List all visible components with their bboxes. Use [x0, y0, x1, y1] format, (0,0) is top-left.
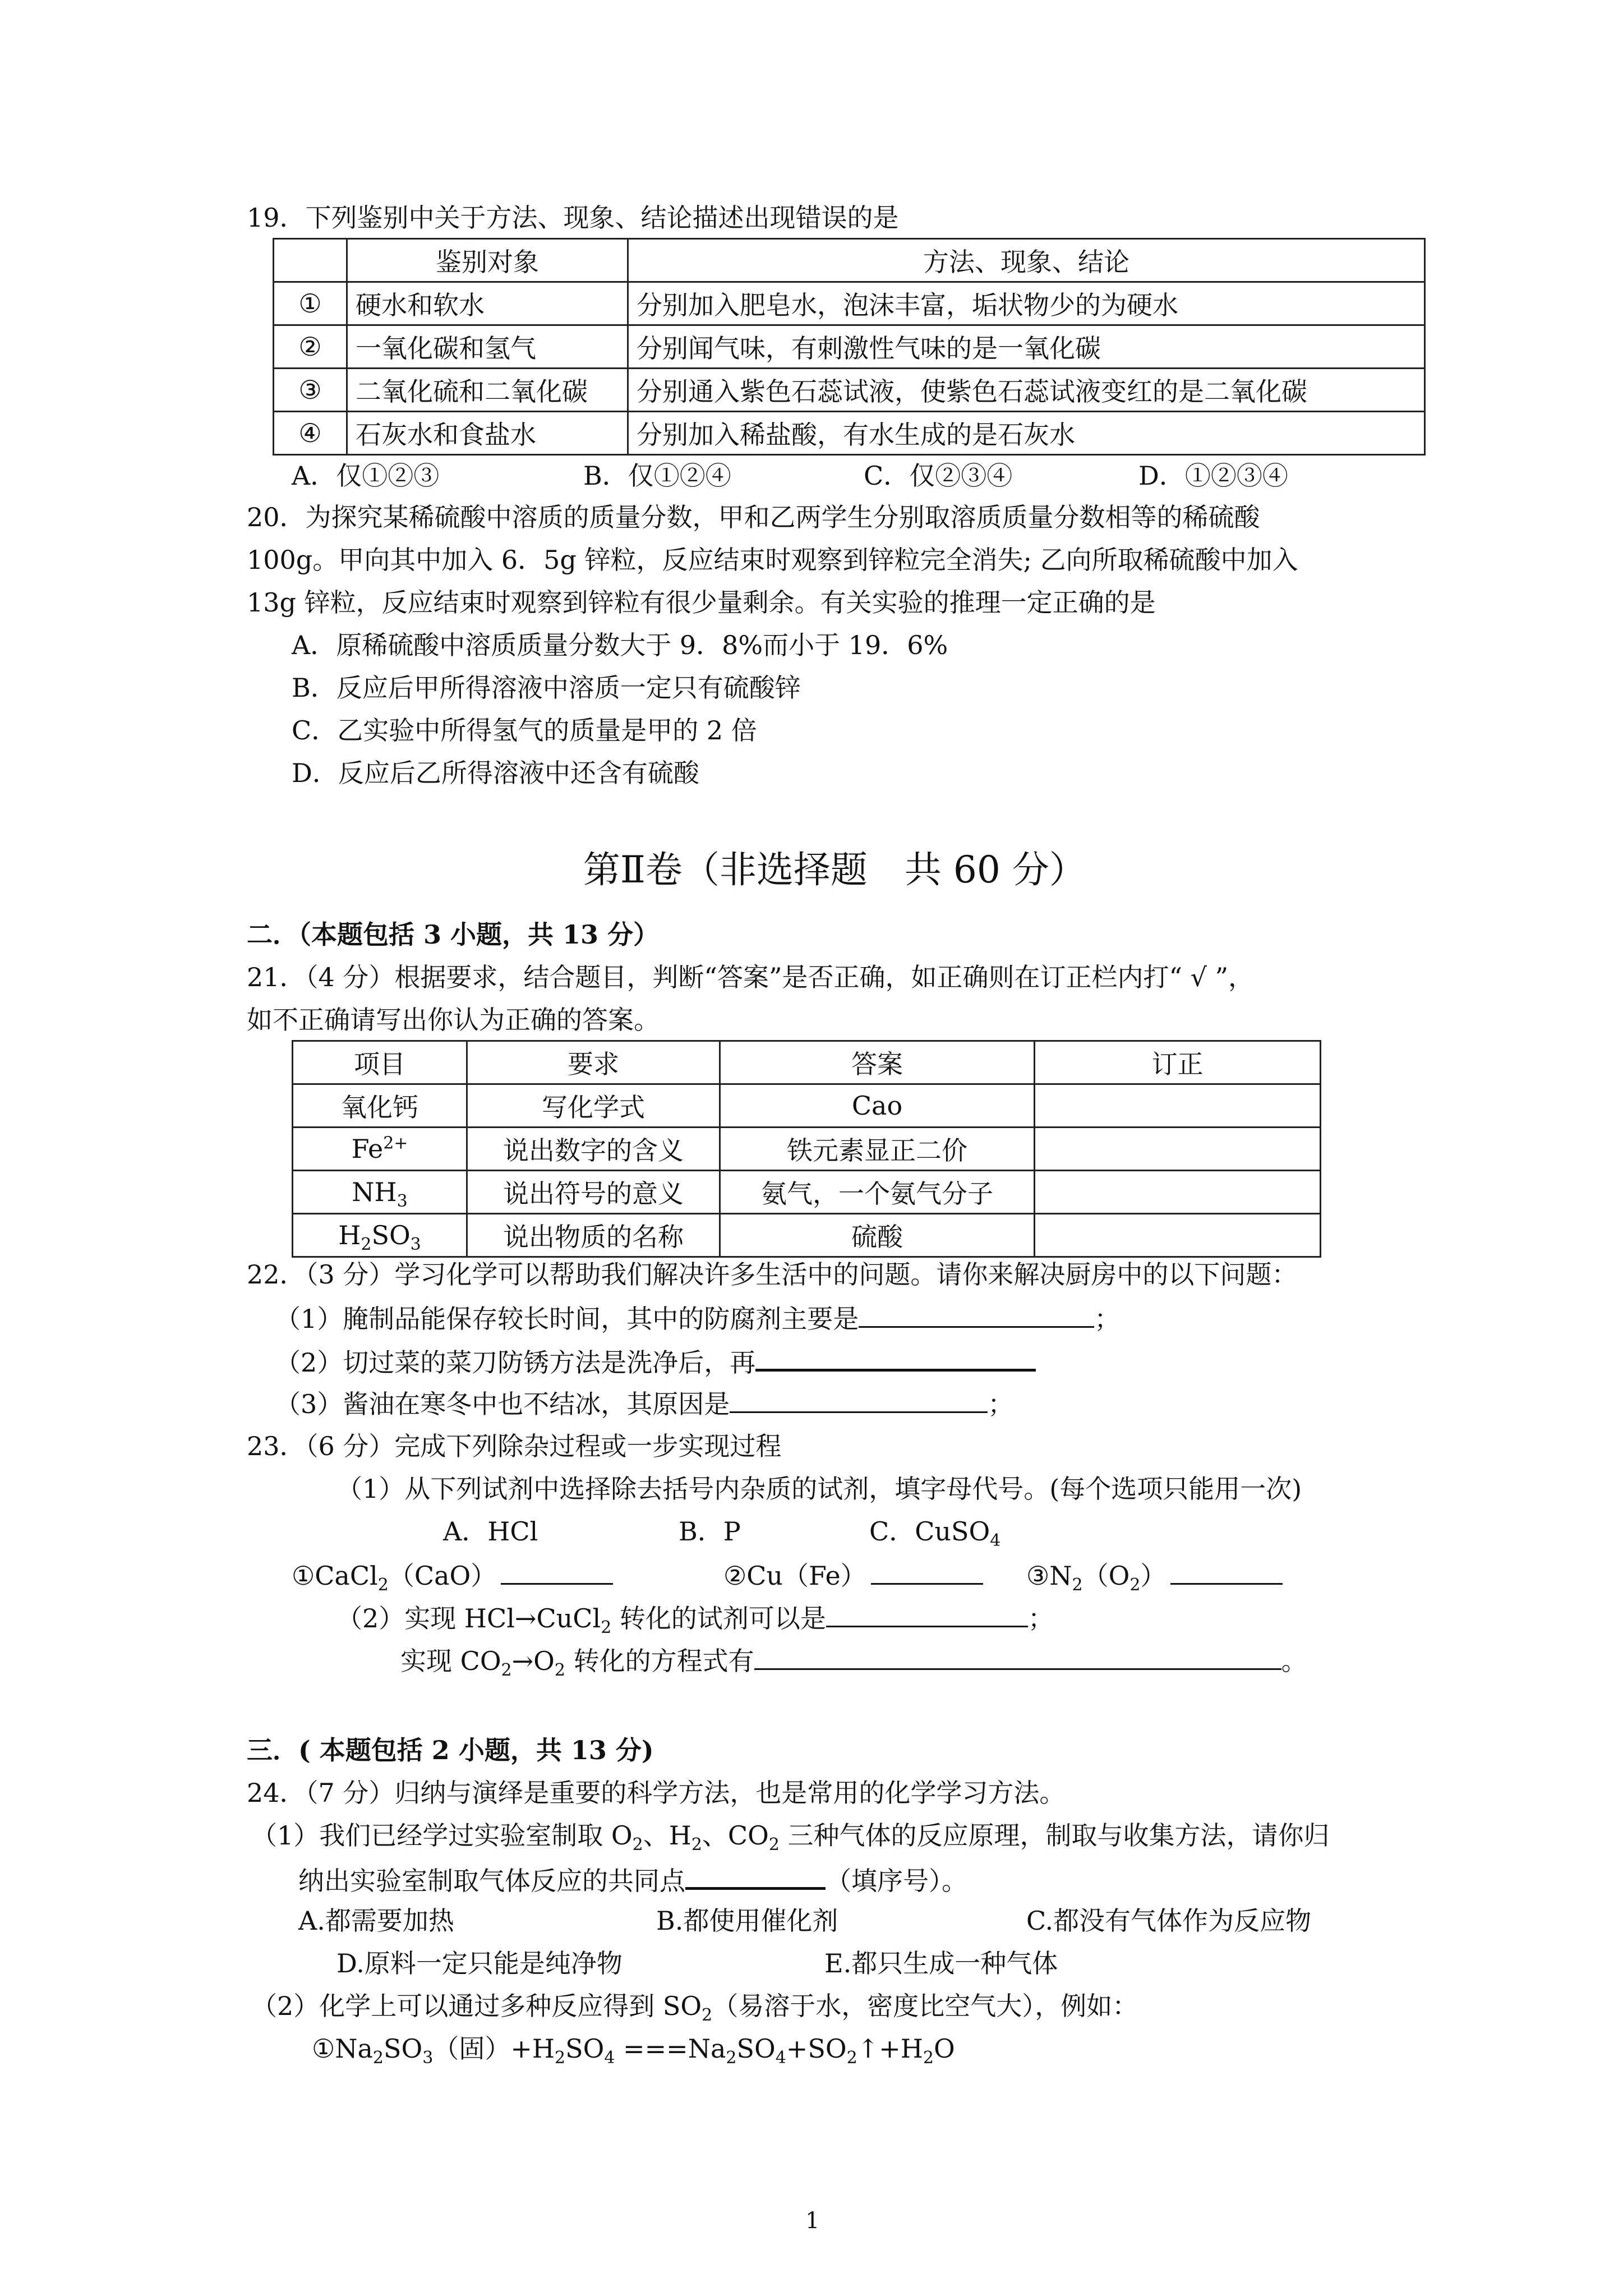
formula-text: +SO	[786, 2033, 847, 2064]
formula-text: →O	[511, 1646, 555, 1676]
table-header-cell: 项目	[293, 1041, 467, 1084]
formula-text: 三种气体的反应原理，制取与收集方法，请你归	[779, 1820, 1330, 1851]
formula-subscript: 2	[1072, 1575, 1083, 1595]
table-cell: 氧化钙	[293, 1084, 467, 1128]
answer-blank[interactable]	[501, 1556, 613, 1585]
formula-subscript: 4	[990, 1531, 1001, 1551]
q22-sub2	[275, 1342, 1036, 1381]
table-cell: ③	[274, 369, 347, 412]
formula-subscript: 3	[422, 2048, 434, 2068]
table-cell-correction[interactable]	[1035, 1084, 1321, 1128]
q24-sub1-text: 纳出实验室制取气体反应的共同点	[298, 1866, 685, 1896]
answer-blank[interactable]	[1170, 1556, 1283, 1585]
q22-sub2-text: （2）切过菜的菜刀防锈方法是洗净后，再	[275, 1347, 756, 1378]
formula-text: （2）化学上可以通过多种反应得到 SO	[251, 1991, 702, 2021]
table-row	[293, 1214, 1321, 1257]
formula-subscript: 3	[396, 1191, 408, 1212]
formula-text: 、CO	[702, 1820, 769, 1851]
formula-subscript: 2	[555, 2048, 566, 2068]
q24-sub1-line1	[251, 1818, 1330, 1853]
section-title: 第Ⅱ卷（非选择题 共 60 分）	[583, 848, 1086, 891]
table-header-cell: 方法、现象、结论	[628, 239, 1425, 282]
formula-text: （1）我们已经学过实验室制取 O	[251, 1820, 633, 1851]
answer-blank[interactable]	[755, 1342, 1036, 1372]
formula-text: H	[338, 1220, 361, 1250]
formula-text: （CaO）	[388, 1561, 497, 1591]
table-header-cell	[274, 239, 347, 282]
q22-sub3	[275, 1384, 1013, 1422]
formula-subscript: 2	[361, 1235, 372, 1255]
table-cell: 铁元素显正二价	[720, 1128, 1035, 1171]
table-cell	[293, 1214, 467, 1257]
q23-item1	[292, 1556, 613, 1594]
table-cell-correction[interactable]	[1035, 1128, 1321, 1171]
q22-sub1-text: （1）腌制品能保存较长时间，其中的防腐剂主要是	[275, 1304, 859, 1334]
table-cell: Cao	[720, 1084, 1035, 1128]
formula-subscript: 4	[775, 2048, 786, 2068]
q22-sub3-text: （3）酱油在寒冬中也不结冰，其原因是	[275, 1389, 730, 1419]
page-number: 1	[805, 2208, 820, 2234]
q20-option-c: C．乙实验中所得氢气的质量是甲的 2 倍	[292, 715, 757, 746]
table-cell: 分别闻气味，有刺激性气味的是一氧化碳	[628, 325, 1425, 369]
q22-stem: 22．（3 分）学习化学可以帮助我们解决许多生活中的问题。请你来解决厨房中的以下问题：	[247, 1259, 1298, 1290]
formula-text: ↑+H	[857, 2033, 923, 2064]
formula-text: SO	[736, 2033, 776, 2064]
formula-text: ②Cu（Fe）	[723, 1561, 866, 1591]
table-cell	[293, 1128, 467, 1171]
q19-option-a: A．仅①②③	[292, 461, 440, 491]
q24-equation	[312, 2031, 955, 2067]
table-row	[274, 412, 1425, 455]
formula-text: ===Na	[615, 2033, 726, 2064]
table-row	[274, 282, 1425, 325]
q24-stem: 24．（7 分）归纳与演绎是重要的科学方法，也是常用的化学学习方法。	[247, 1778, 1066, 1808]
q21-table	[292, 1040, 1321, 1258]
table-cell: 硬水和软水	[347, 282, 628, 325]
q23-item2	[723, 1556, 983, 1594]
formula-subscript: 3	[410, 1235, 421, 1255]
table-cell-correction[interactable]	[1035, 1214, 1321, 1257]
table-cell: 分别通入紫色石蕊试液，使紫色石蕊试液变红的是二氧化碳	[628, 369, 1425, 412]
q20-stem-line: 100g。甲向其中加入 6．5g 锌粒，反应结束时观察到锌粒完全消失; 乙向所取稀硫酸中加入	[247, 545, 1298, 575]
table-cell: 写化学式	[467, 1084, 720, 1128]
answer-blank[interactable]	[826, 1599, 1028, 1627]
table-cell: 说出物质的名称	[467, 1214, 720, 1257]
q23-sub1: （1）从下列试剂中选择除去括号内杂质的试剂，填字母代号。(每个选项只能用一次)	[336, 1474, 1302, 1504]
q21-stem-line: 如不正确请写出你认为正确的答案。	[247, 1005, 660, 1035]
table-cell: 说出符号的意义	[467, 1171, 720, 1214]
q23-option-b: B．P	[679, 1516, 741, 1547]
table-header-cell: 要求	[467, 1041, 720, 1084]
formula-text: ）	[1140, 1561, 1166, 1591]
formula-text: ③N	[1026, 1561, 1072, 1591]
answer-blank[interactable]	[730, 1384, 988, 1413]
formula-text: 转化的方程式有	[565, 1646, 754, 1676]
formula-text: （固）+H	[433, 2033, 555, 2064]
q24-sub1-line2	[298, 1860, 967, 1899]
q24-sub2	[251, 1988, 1138, 2024]
table-header-row	[274, 239, 1425, 282]
formula-subscript: 4	[604, 2048, 615, 2068]
table-row	[293, 1128, 1321, 1171]
formula-subscript: 2	[632, 1835, 643, 1855]
q20-option-b: B．反应后甲所得溶液中溶质一定只有硫酸锌	[292, 673, 801, 703]
formula-subscript: 2	[554, 1660, 565, 1681]
formula-subscript: 2	[1129, 1575, 1141, 1595]
table-cell: 二氧化硫和二氧化碳	[347, 369, 628, 412]
q24-option-b: B.都使用催化剂	[656, 1906, 838, 1936]
formula-text: C．CuSO	[869, 1516, 990, 1547]
table-cell: ④	[274, 412, 347, 455]
q23-sub2-end: ；	[1027, 1603, 1054, 1634]
formula-text: SO	[371, 1220, 411, 1250]
q19-option-d: D．①②③④	[1138, 461, 1288, 491]
table-header-cell: 订正	[1035, 1041, 1321, 1084]
answer-blank[interactable]	[754, 1641, 1281, 1670]
q22-sub1-end: ；	[1094, 1304, 1121, 1334]
table-header-row	[293, 1041, 1321, 1084]
q22-sub1	[275, 1299, 1120, 1337]
q24-option-d: D.原料一定只能是纯净物	[336, 1948, 623, 1978]
formula-text: O	[933, 2033, 955, 2064]
formula-text: Fe	[351, 1134, 384, 1164]
formula-text: SO	[565, 2033, 605, 2064]
formula-subscript: 2	[601, 1618, 612, 1638]
table-cell: 石灰水和食盐水	[347, 412, 628, 455]
formula-text: SO	[384, 2033, 423, 2064]
formula-text: 、H	[643, 1820, 691, 1851]
formula-subscript: 2	[377, 1575, 389, 1595]
table-header-cell: 鉴别对象	[347, 239, 628, 282]
formula-text: 转化的试剂可以是	[611, 1603, 826, 1634]
table-cell: 分别加入肥皂水，泡沫丰富，垢状物少的为硬水	[628, 282, 1425, 325]
formula-text: （O	[1082, 1561, 1130, 1591]
q22-sub3-end: ；	[988, 1389, 1014, 1419]
part3-heading: 三．( 本题包括 2 小题，共 13 分)	[247, 1735, 654, 1765]
table-row	[274, 369, 1425, 412]
formula-subscript: 2	[691, 1835, 702, 1855]
formula-subscript: 2	[501, 1660, 512, 1681]
formula-text: NH	[352, 1177, 397, 1207]
table-cell: ①	[274, 282, 347, 325]
q19-stem: 19．下列鉴别中关于方法、现象、结论描述出现错误的是	[247, 203, 899, 233]
q19-option-b: B．仅①②④	[583, 461, 731, 491]
table-header-cell: 答案	[720, 1041, 1035, 1084]
q23-option-c	[869, 1513, 1000, 1549]
table-cell: 氨气，一个氨气分子	[720, 1171, 1035, 1214]
answer-blank[interactable]	[685, 1860, 826, 1890]
formula-subscript: 2	[923, 2048, 934, 2068]
q19-table	[273, 238, 1426, 455]
table-row	[293, 1084, 1321, 1128]
formula-text: ①CaCl	[292, 1561, 378, 1591]
table-cell: 说出数字的含义	[467, 1128, 720, 1171]
table-row	[293, 1171, 1321, 1214]
q23-stem: 23．（6 分）完成下列除杂过程或一步实现过程	[247, 1431, 782, 1461]
answer-blank[interactable]	[871, 1556, 983, 1585]
table-cell: 分别加入稀盐酸，有水生成的是石灰水	[628, 412, 1425, 455]
formula-text: 实现 CO	[400, 1646, 501, 1676]
q20-stem-line: 13g 锌粒，反应结束时观察到锌粒有很少量剩余。有关实验的推理一定正确的是	[247, 587, 1156, 618]
q19-option-c: C．仅②③④	[864, 461, 1013, 491]
part2-heading: 二．（本题包括 3 小题，共 13 分）	[247, 919, 660, 950]
formula-subscript: 2	[846, 2048, 857, 2068]
table-cell-correction[interactable]	[1035, 1171, 1321, 1214]
formula-superscript: 2+	[383, 1133, 408, 1153]
table-cell: ②	[274, 325, 347, 369]
table-cell: 硫酸	[720, 1214, 1035, 1257]
q20-option-d: D．反应后乙所得溶液中还含有硫酸	[292, 758, 699, 788]
q24-option-a: A.都需要加热	[298, 1906, 454, 1936]
q23-sub3	[400, 1641, 1307, 1679]
q23-option-a: A．HCl	[443, 1516, 538, 1547]
formula-subscript: 2	[372, 2048, 384, 2068]
q20-option-a: A．原稀硫酸中溶质质量分数大于 9．8%而小于 19．6%	[292, 630, 948, 660]
q23-sub2	[336, 1599, 1054, 1636]
table-cell: 一氧化碳和氢气	[347, 325, 628, 369]
q24-option-e: E.都只生成一种气体	[824, 1948, 1058, 1978]
q23-sub3-end: 。	[1281, 1646, 1307, 1676]
formula-subscript: 2	[768, 1835, 780, 1855]
formula-text: （2）实现 HCl→CuCl	[336, 1603, 601, 1634]
q24-sub1-hint: （填序号）。	[826, 1866, 967, 1896]
table-cell	[293, 1171, 467, 1214]
formula-subscript: 2	[702, 2005, 713, 2026]
table-row	[274, 325, 1425, 369]
q23-item3	[1026, 1556, 1283, 1594]
q20-stem-line: 20．为探究某稀硫酸中溶质的质量分数，甲和乙两学生分别取溶质质量分数相等的稀硫酸	[247, 502, 1260, 532]
formula-text: （易溶于水，密度比空气大），例如：	[712, 1991, 1138, 2021]
formula-text: ①Na	[312, 2033, 373, 2064]
answer-blank[interactable]	[859, 1299, 1094, 1328]
formula-subscript: 2	[726, 2048, 737, 2068]
q21-stem-line: 21．（4 分）根据要求，结合题目，判断“答案”是否正确，如正确则在订正栏内打“ √ ”，	[247, 962, 1255, 992]
q24-option-c: C.都没有气体作为反应物	[1026, 1906, 1312, 1936]
